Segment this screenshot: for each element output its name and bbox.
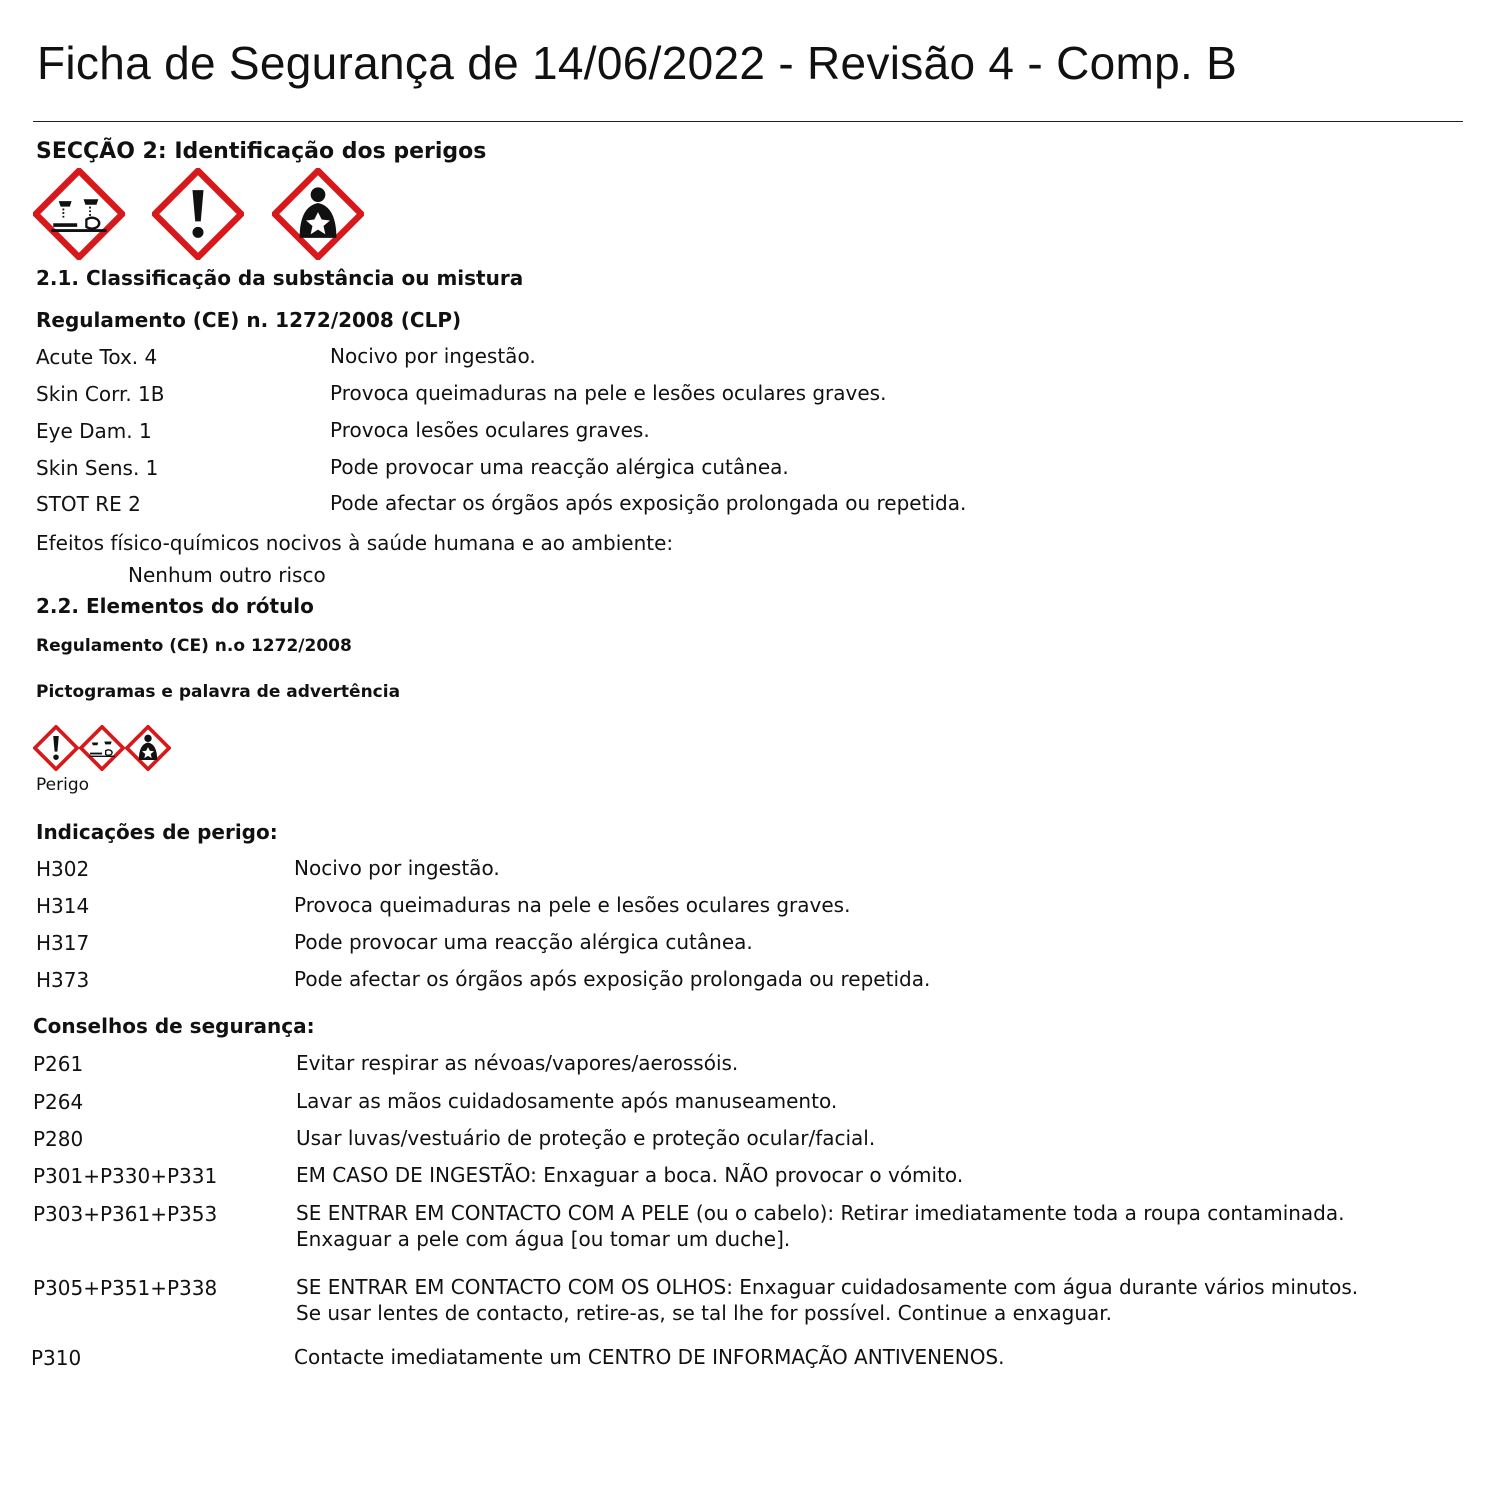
- precaution-text: Lavar as mãos cuidadosamente após manuseamento.: [296, 1089, 838, 1113]
- classification-code: Eye Dam. 1: [36, 419, 152, 443]
- section-2-heading: SECÇÃO 2: Identificação dos perigos: [36, 139, 487, 164]
- classification-regulation: Regulamento (CE) n. 1272/2008 (CLP): [36, 308, 462, 332]
- precaution-text: EM CASO DE INGESTÃO: Enxaguar a boca. NÃO provocar o vómito.: [296, 1163, 964, 1187]
- precaution-text: Contacte imediatamente um CENTRO DE INFORMAÇÃO ANTIVENENOS.: [294, 1345, 1005, 1369]
- precaution-row: [0, 1090, 1500, 1120]
- effects-label: Efeitos físico-químicos nocivos à saúde humana e ao ambiente:: [36, 531, 674, 555]
- classification-row: [0, 456, 1500, 486]
- precaution-code: P310: [31, 1346, 82, 1370]
- hazard-code: H302: [36, 857, 90, 881]
- hazard-code: H373: [36, 968, 90, 992]
- classification-row: [0, 345, 1500, 375]
- precaution-code: P264: [33, 1090, 84, 1114]
- hazard-code: H317: [36, 931, 90, 955]
- page-title: Ficha de Segurança de 14/06/2022 - Revisão 4 - Comp. B: [37, 37, 1238, 89]
- health-hazard-icon: [125, 725, 171, 771]
- precaution-code: P301+P330+P331: [33, 1164, 218, 1188]
- classification-code: Skin Corr. 1B: [36, 382, 165, 406]
- hazard-row: [0, 931, 1500, 961]
- hazard-row: [0, 894, 1500, 924]
- hazard-text: Pode provocar uma reacção alérgica cutânea.: [294, 930, 753, 954]
- precaution-row: [0, 1052, 1500, 1082]
- title-divider: [33, 121, 1463, 122]
- classification-text: Provoca queimaduras na pele e lesões oculares graves.: [330, 381, 887, 405]
- classification-row: [0, 382, 1500, 412]
- classification-code: STOT RE 2: [36, 492, 141, 516]
- corrosion-icon: [79, 725, 125, 771]
- signal-word: Perigo: [36, 775, 90, 795]
- classification-code: Skin Sens. 1: [36, 456, 159, 480]
- classification-text: Provoca lesões oculares graves.: [330, 418, 650, 442]
- precaution-text-continued: Enxaguar a pele com água [ou tomar um duche].: [296, 1227, 791, 1251]
- precaution-row: [0, 1276, 1500, 1332]
- classification-text: Pode provocar uma reacção alérgica cutânea.: [330, 455, 789, 479]
- precautionary-statements-heading: Conselhos de segurança:: [33, 1014, 315, 1038]
- hazard-statements-heading: Indicações de perigo:: [36, 820, 278, 844]
- pictograms-heading: Pictogramas e palavra de advertência: [36, 682, 401, 702]
- classification-row: [0, 492, 1500, 522]
- precaution-text: Usar luvas/vestuário de proteção e proteção ocular/facial.: [296, 1126, 876, 1150]
- classification-row: [0, 419, 1500, 449]
- precaution-text-continued: Se usar lentes de contacto, retire-as, se tal lhe for possível. Continue a enxaguar.: [296, 1301, 1113, 1325]
- effects-value: Nenhum outro risco: [128, 563, 326, 587]
- precaution-text: Evitar respirar as névoas/vapores/aerossóis.: [296, 1051, 739, 1075]
- classification-text: Nocivo por ingestão.: [330, 344, 536, 368]
- health-hazard-icon: [272, 168, 364, 260]
- precaution-row: [0, 1127, 1500, 1157]
- corrosion-icon: [33, 168, 125, 260]
- label-regulation: Regulamento (CE) n.o 1272/2008: [36, 636, 352, 656]
- hazard-row: [0, 857, 1500, 887]
- label-elements-heading: 2.2. Elementos do rótulo: [36, 594, 314, 618]
- hazard-code: H314: [36, 894, 90, 918]
- classification-heading: 2.1. Classificação da substância ou mistura: [36, 266, 524, 290]
- precaution-code: P261: [33, 1052, 84, 1076]
- precaution-code: P303+P361+P353: [33, 1202, 218, 1226]
- classification-code: Acute Tox. 4: [36, 345, 158, 369]
- precaution-row: [0, 1164, 1500, 1194]
- exclamation-icon: [33, 725, 79, 771]
- hazard-row: [0, 968, 1500, 998]
- precaution-code: P305+P351+P338: [33, 1276, 218, 1300]
- precaution-row: [0, 1202, 1500, 1258]
- precaution-text: SE ENTRAR EM CONTACTO COM OS OLHOS: Enxaguar cuidadosamente com água durante vários minutos.: [296, 1275, 1359, 1299]
- hazard-text: Provoca queimaduras na pele e lesões oculares graves.: [294, 893, 851, 917]
- precaution-text: SE ENTRAR EM CONTACTO COM A PELE (ou o cabelo): Retirar imediatamente toda a roupa contaminada.: [296, 1201, 1345, 1225]
- hazard-text: Nocivo por ingestão.: [294, 856, 500, 880]
- exclamation-icon: [152, 168, 244, 260]
- hazard-text: Pode afectar os órgãos após exposição prolongada ou repetida.: [294, 967, 931, 991]
- precaution-row: [0, 1346, 1500, 1376]
- classification-text: Pode afectar os órgãos após exposição prolongada ou repetida.: [330, 491, 967, 515]
- precaution-code: P280: [33, 1127, 84, 1151]
